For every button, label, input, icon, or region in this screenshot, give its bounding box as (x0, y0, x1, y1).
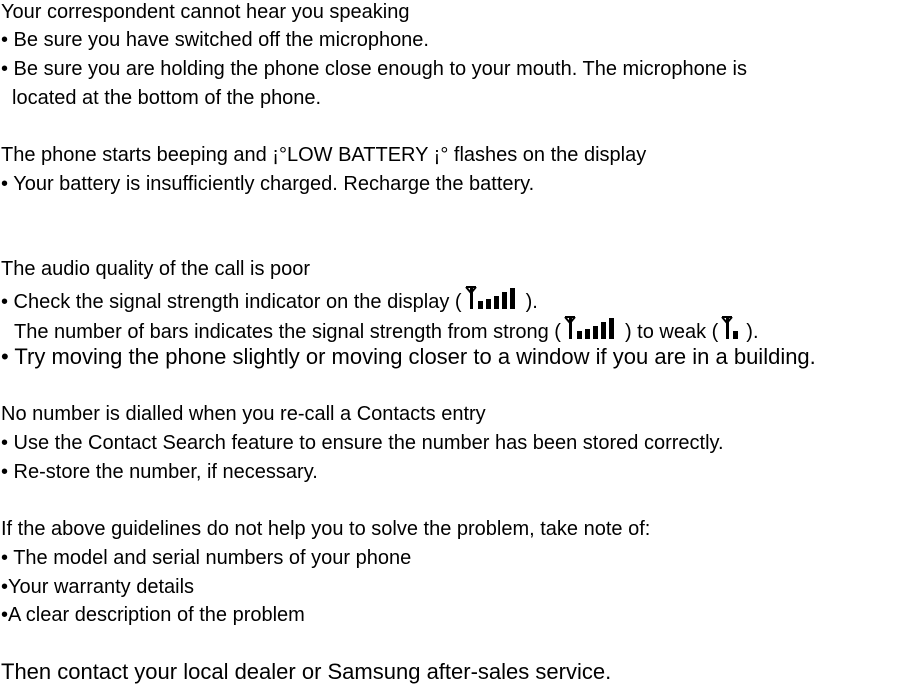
heading-low-battery: The phone starts beeping and ¡°LOW BATTERY ¡° flashes on the display (1, 144, 647, 166)
bullet-check-signal: • Check the signal strength indicator on the display ( ). (1, 285, 538, 314)
signal-strength-full-icon (464, 285, 524, 311)
bullet-warranty: •Your warranty details (1, 576, 195, 598)
bullet-hold-close-cont: located at the bottom of the phone. (12, 87, 322, 109)
heading-no-number: No number is dialled when you re-call a Contacts entry (1, 403, 486, 425)
bullet-hold-close: • Be sure you are holding the phone close enough to your mouth. The microphone is (1, 58, 747, 80)
bullet-contact-search: • Use the Contact Search feature to ensure the number has been stored correctly. (1, 432, 724, 454)
bullet-description: •A clear description of the problem (1, 604, 305, 626)
signal-bars-explanation: The number of bars indicates the signal strength from strong ( ) to weak ( ). (14, 315, 759, 344)
heading-cannot-hear: Your correspondent cannot hear you speaking (1, 1, 410, 23)
bullet-restore-number: • Re-store the number, if necessary. (1, 461, 318, 483)
signal-strength-weak-icon (720, 315, 744, 341)
bullet-recharge: • Your battery is insufficiently charged. Recharge the battery. (1, 173, 535, 195)
closing-contact-dealer: Then contact your local dealer or Samsung after-sales service. (1, 659, 612, 684)
signal-strength-full-icon (563, 315, 623, 341)
bullet-model-serial: • The model and serial numbers of your phone (1, 547, 412, 569)
heading-take-note: If the above guidelines do not help you to solve the problem, take note of: (1, 518, 651, 540)
bullet-move-phone: • Try moving the phone slightly or moving closer to a window if you are in a building. (1, 344, 816, 369)
bullet-mic-off: • Be sure you have switched off the microphone. (1, 29, 429, 51)
heading-audio-quality: The audio quality of the call is poor (1, 258, 311, 280)
